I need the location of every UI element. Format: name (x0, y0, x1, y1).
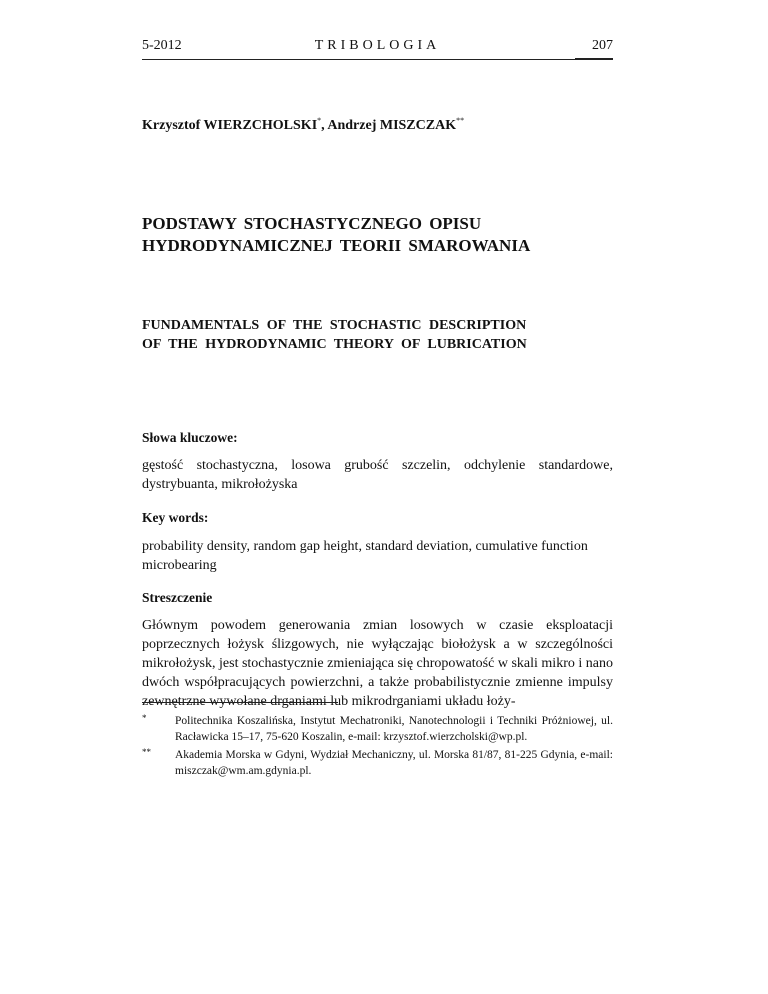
footnote-text: Politechnika Koszalińska, Instytut Mechatroniki, Nanotechnologii i Techniki Próżniowej, ul. Racławicka 15–17, 75-620 Koszalin, e-mail: krzysztof.wierzcholski@wp.pl. (175, 715, 613, 743)
title-line: PODSTAWY STOCHASTYCZNEGO OPISU (142, 214, 482, 233)
keywords-pl-heading: Słowa kluczowe: (142, 430, 238, 445)
author-name: Krzysztof WIERZCHOLSKI (142, 118, 318, 133)
journal-name: TRIBOLOGIA (314, 38, 441, 53)
keywords-en-text: probability density, random gap height, standard deviation, cumulative function microbearing (142, 539, 588, 573)
page-number: 207 (592, 38, 613, 53)
title-line: FUNDAMENTALS OF THE STOCHASTIC DESCRIPTION (142, 318, 527, 333)
author-name: Andrzej MISZCZAK (327, 118, 457, 133)
title-english (142, 316, 612, 354)
header-rule-accent (575, 58, 613, 60)
footnote-text: Akademia Morska w Gdyni, Wydział Mechaniczny, ul. Morska 81/87, 81-225 Gdynia, e-mail: miszczak@wm.am.gdynia.pl. (175, 749, 613, 777)
abstract-text: Głównym powodem generowania zmian losowych w czasie eksploatacji poprzecznych łożysk ślizgowych, nie wyłączając biołożysk a w szczególności mikrołożysk, jest stochastycznie zmieniająca się chropowatość w skali mikro i nano dwóch współpracujących powierzchni, a także probabilistycznie zmienne impulsy zewnętrzne wywołane drganiami lub mikrodrganiami układu łoży- (142, 618, 613, 709)
footnote-mark: * (142, 713, 147, 723)
title-line: OF THE HYDRODYNAMIC THEORY OF LUBRICATION (142, 337, 527, 352)
running-header (142, 38, 613, 60)
authors-line (142, 118, 464, 134)
footnote-rule (142, 702, 338, 703)
footnote-mark: ** (142, 747, 151, 757)
footnote (142, 713, 613, 745)
keywords-pl-text: gęstość stochastyczna, losowa grubość szczelin, odchylenie standardowe, dystrybuanta, mikrołożyska (142, 458, 613, 492)
affiliation-mark: * (317, 116, 322, 125)
author-separator: , (321, 118, 328, 133)
footnote (142, 747, 613, 779)
keywords-en-heading: Key words: (142, 510, 209, 525)
issue-number: 5-2012 (142, 38, 182, 53)
title-line: HYDRODYNAMICZNEJ TEORII SMAROWANIA (142, 236, 531, 255)
title-polish (142, 213, 602, 257)
affiliation-mark: ** (456, 116, 465, 125)
abstract-heading: Streszczenie (142, 590, 213, 605)
header-rule (142, 59, 613, 60)
